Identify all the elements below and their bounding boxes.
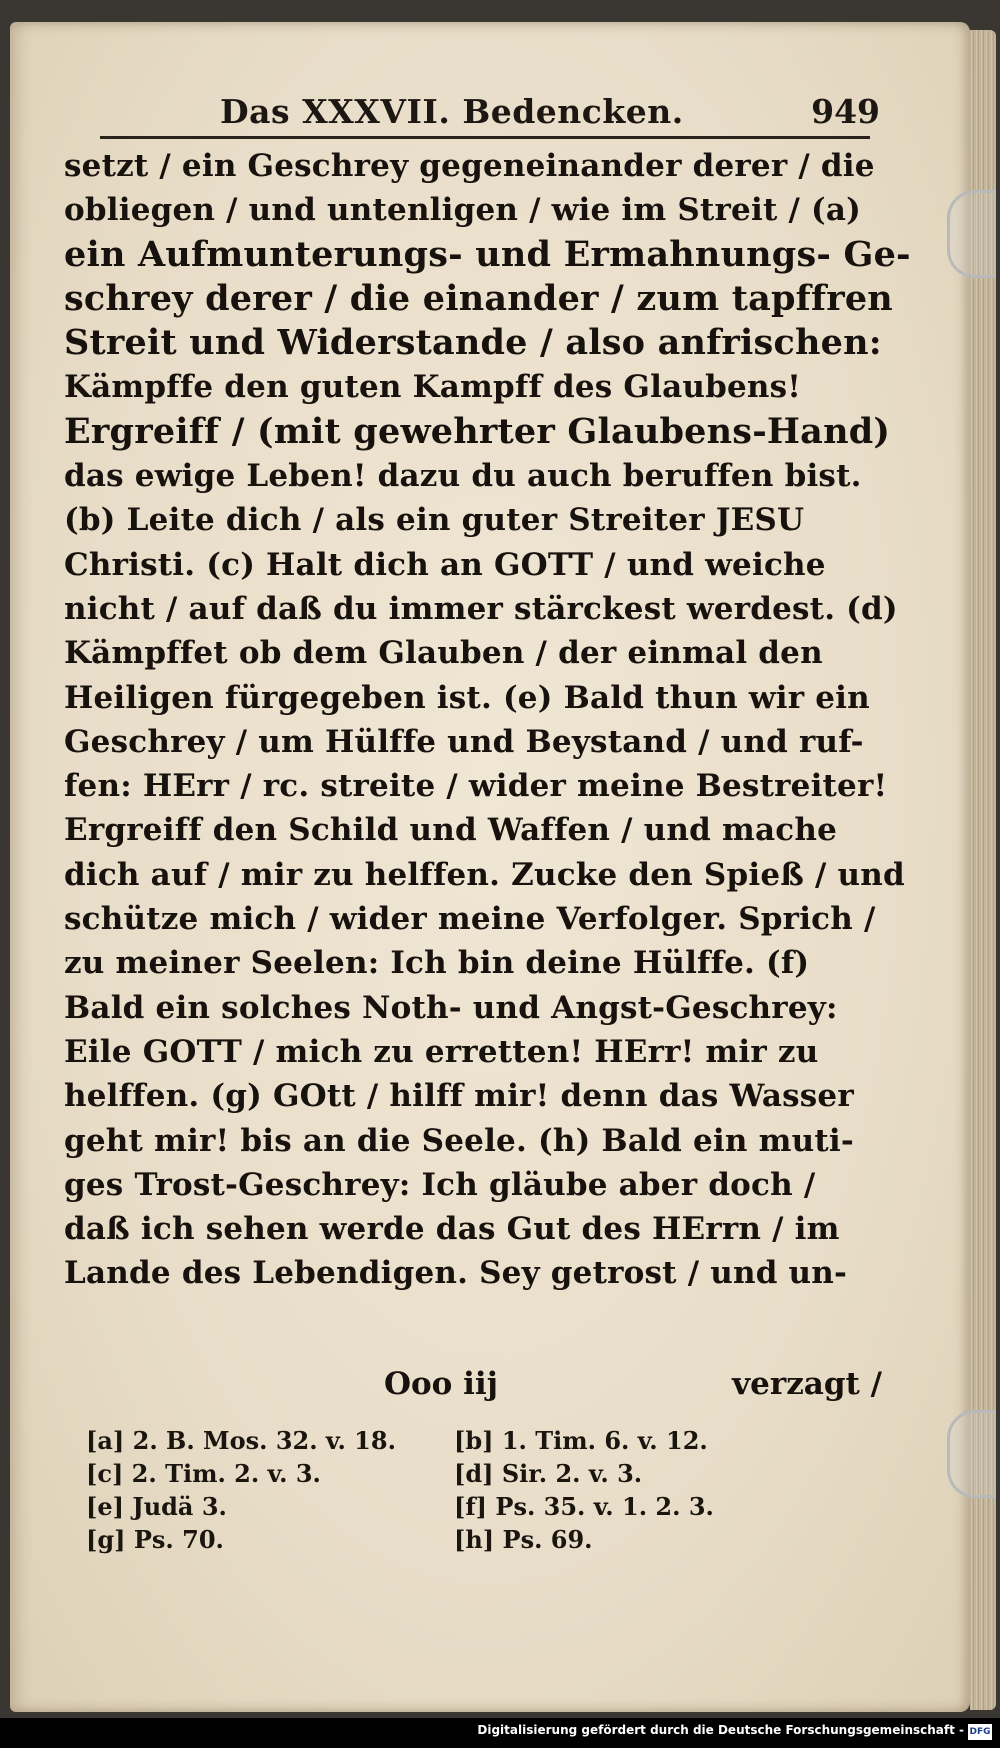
header-rule xyxy=(100,136,870,139)
funding-credit: Digitalisierung gefördert durch die Deutsche Forschungsgemeinschaft - xyxy=(477,1723,964,1737)
footnote-row xyxy=(86,1490,726,1523)
footnote-row xyxy=(86,1457,726,1490)
text-line: obliegen / und untenligen / wie im Streit / (a) xyxy=(64,192,862,229)
footnote-row xyxy=(86,1424,726,1457)
text-line: setzt / ein Geschrey gegeneinander derer / die xyxy=(64,148,875,184)
text-line: Christi. (c) Halt dich an GOTT / und weiche xyxy=(64,546,826,583)
dfg-logo: DFG xyxy=(968,1724,992,1740)
footnotes xyxy=(86,1424,726,1556)
text-line: Ergreiff den Schild und Waffen / und mache xyxy=(64,812,838,849)
text-line: schrey derer / die einander / zum tapffren xyxy=(64,277,893,319)
text-line: Lande des Lebendigen. Sey getrost / und un- xyxy=(64,1255,848,1292)
running-head xyxy=(110,92,880,138)
footer-bar xyxy=(0,1718,1000,1748)
footnote-h: [h] Ps. 69. xyxy=(454,1525,593,1554)
text-line: geht mir! bis an die Seele. (h) Bald ein muti- xyxy=(64,1122,854,1159)
footnote-d: [d] Sir. 2. v. 3. xyxy=(454,1459,643,1488)
text-line: Eile GOTT / mich zu erretten! HErr! mir zu xyxy=(64,1033,819,1070)
text-line: fen: HErr / rc. streite / wider meine Bestreiter! xyxy=(64,768,888,805)
text-line: daß ich sehen werde das Gut des HErrn / im xyxy=(64,1211,840,1248)
text-line: (b) Leite dich / als ein guter Streiter JESU xyxy=(64,502,805,539)
text-line: Ergreiff / (mit gewehrter Glaubens-Hand) xyxy=(64,410,891,452)
body-text xyxy=(64,144,911,1296)
running-head-title: Das XXXVII. Bedencken. xyxy=(220,92,684,131)
footnote-c: [c] 2. Tim. 2. v. 3. xyxy=(86,1459,321,1488)
text-line: ges Trost-Geschrey: Ich gläube aber doch / xyxy=(64,1166,816,1203)
text-line: schütze mich / wider meine Verfolger. Sprich / xyxy=(64,901,876,938)
text-line: helffen. (g) GOtt / hilff mir! denn das Wasser xyxy=(64,1078,854,1115)
text-line: Kämpffe den guten Kampff des Glaubens! xyxy=(64,369,802,406)
catchword: verzagt / xyxy=(732,1366,882,1402)
text-line: Kämpffet ob dem Glauben / der einmal den xyxy=(64,635,823,672)
binder-clip-bottom xyxy=(947,1410,996,1498)
footnote-f: [f] Ps. 35. v. 1. 2. 3. xyxy=(454,1492,714,1521)
footnote-a: [a] 2. B. Mos. 32. v. 18. xyxy=(86,1426,396,1455)
footnote-row xyxy=(86,1523,726,1556)
signature-row xyxy=(64,1362,882,1406)
footnote-g: [g] Ps. 70. xyxy=(86,1525,224,1554)
text-line: Streit und Widerstande / also anfrischen: xyxy=(64,322,882,364)
text-line: Bald ein solches Noth- und Angst-Geschrey: xyxy=(64,989,838,1026)
text-line: nicht / auf daß du immer stärckest werdest. (d) xyxy=(64,590,898,627)
binder-clip-top xyxy=(947,190,996,278)
text-line: Geschrey / um Hülffe und Beystand / und ruf- xyxy=(64,723,864,760)
text-line: Heiligen fürgegeben ist. (e) Bald thun wir ein xyxy=(64,679,870,716)
footnote-b: [b] 1. Tim. 6. v. 12. xyxy=(454,1426,708,1455)
page-number: 949 xyxy=(811,92,880,131)
text-line: dich auf / mir zu helffen. Zucke den Spieß / und xyxy=(64,856,905,893)
text-line: ein Aufmunterungs- und Ermahnungs- Ge- xyxy=(64,233,911,275)
signature-mark: Ooo iij xyxy=(384,1366,498,1402)
footnote-e: [e] Judä 3. xyxy=(86,1492,227,1521)
text-line: zu meiner Seelen: Ich bin deine Hülffe. (f) xyxy=(64,945,810,982)
text-line: das ewige Leben! dazu du auch beruffen bist. xyxy=(64,458,862,495)
